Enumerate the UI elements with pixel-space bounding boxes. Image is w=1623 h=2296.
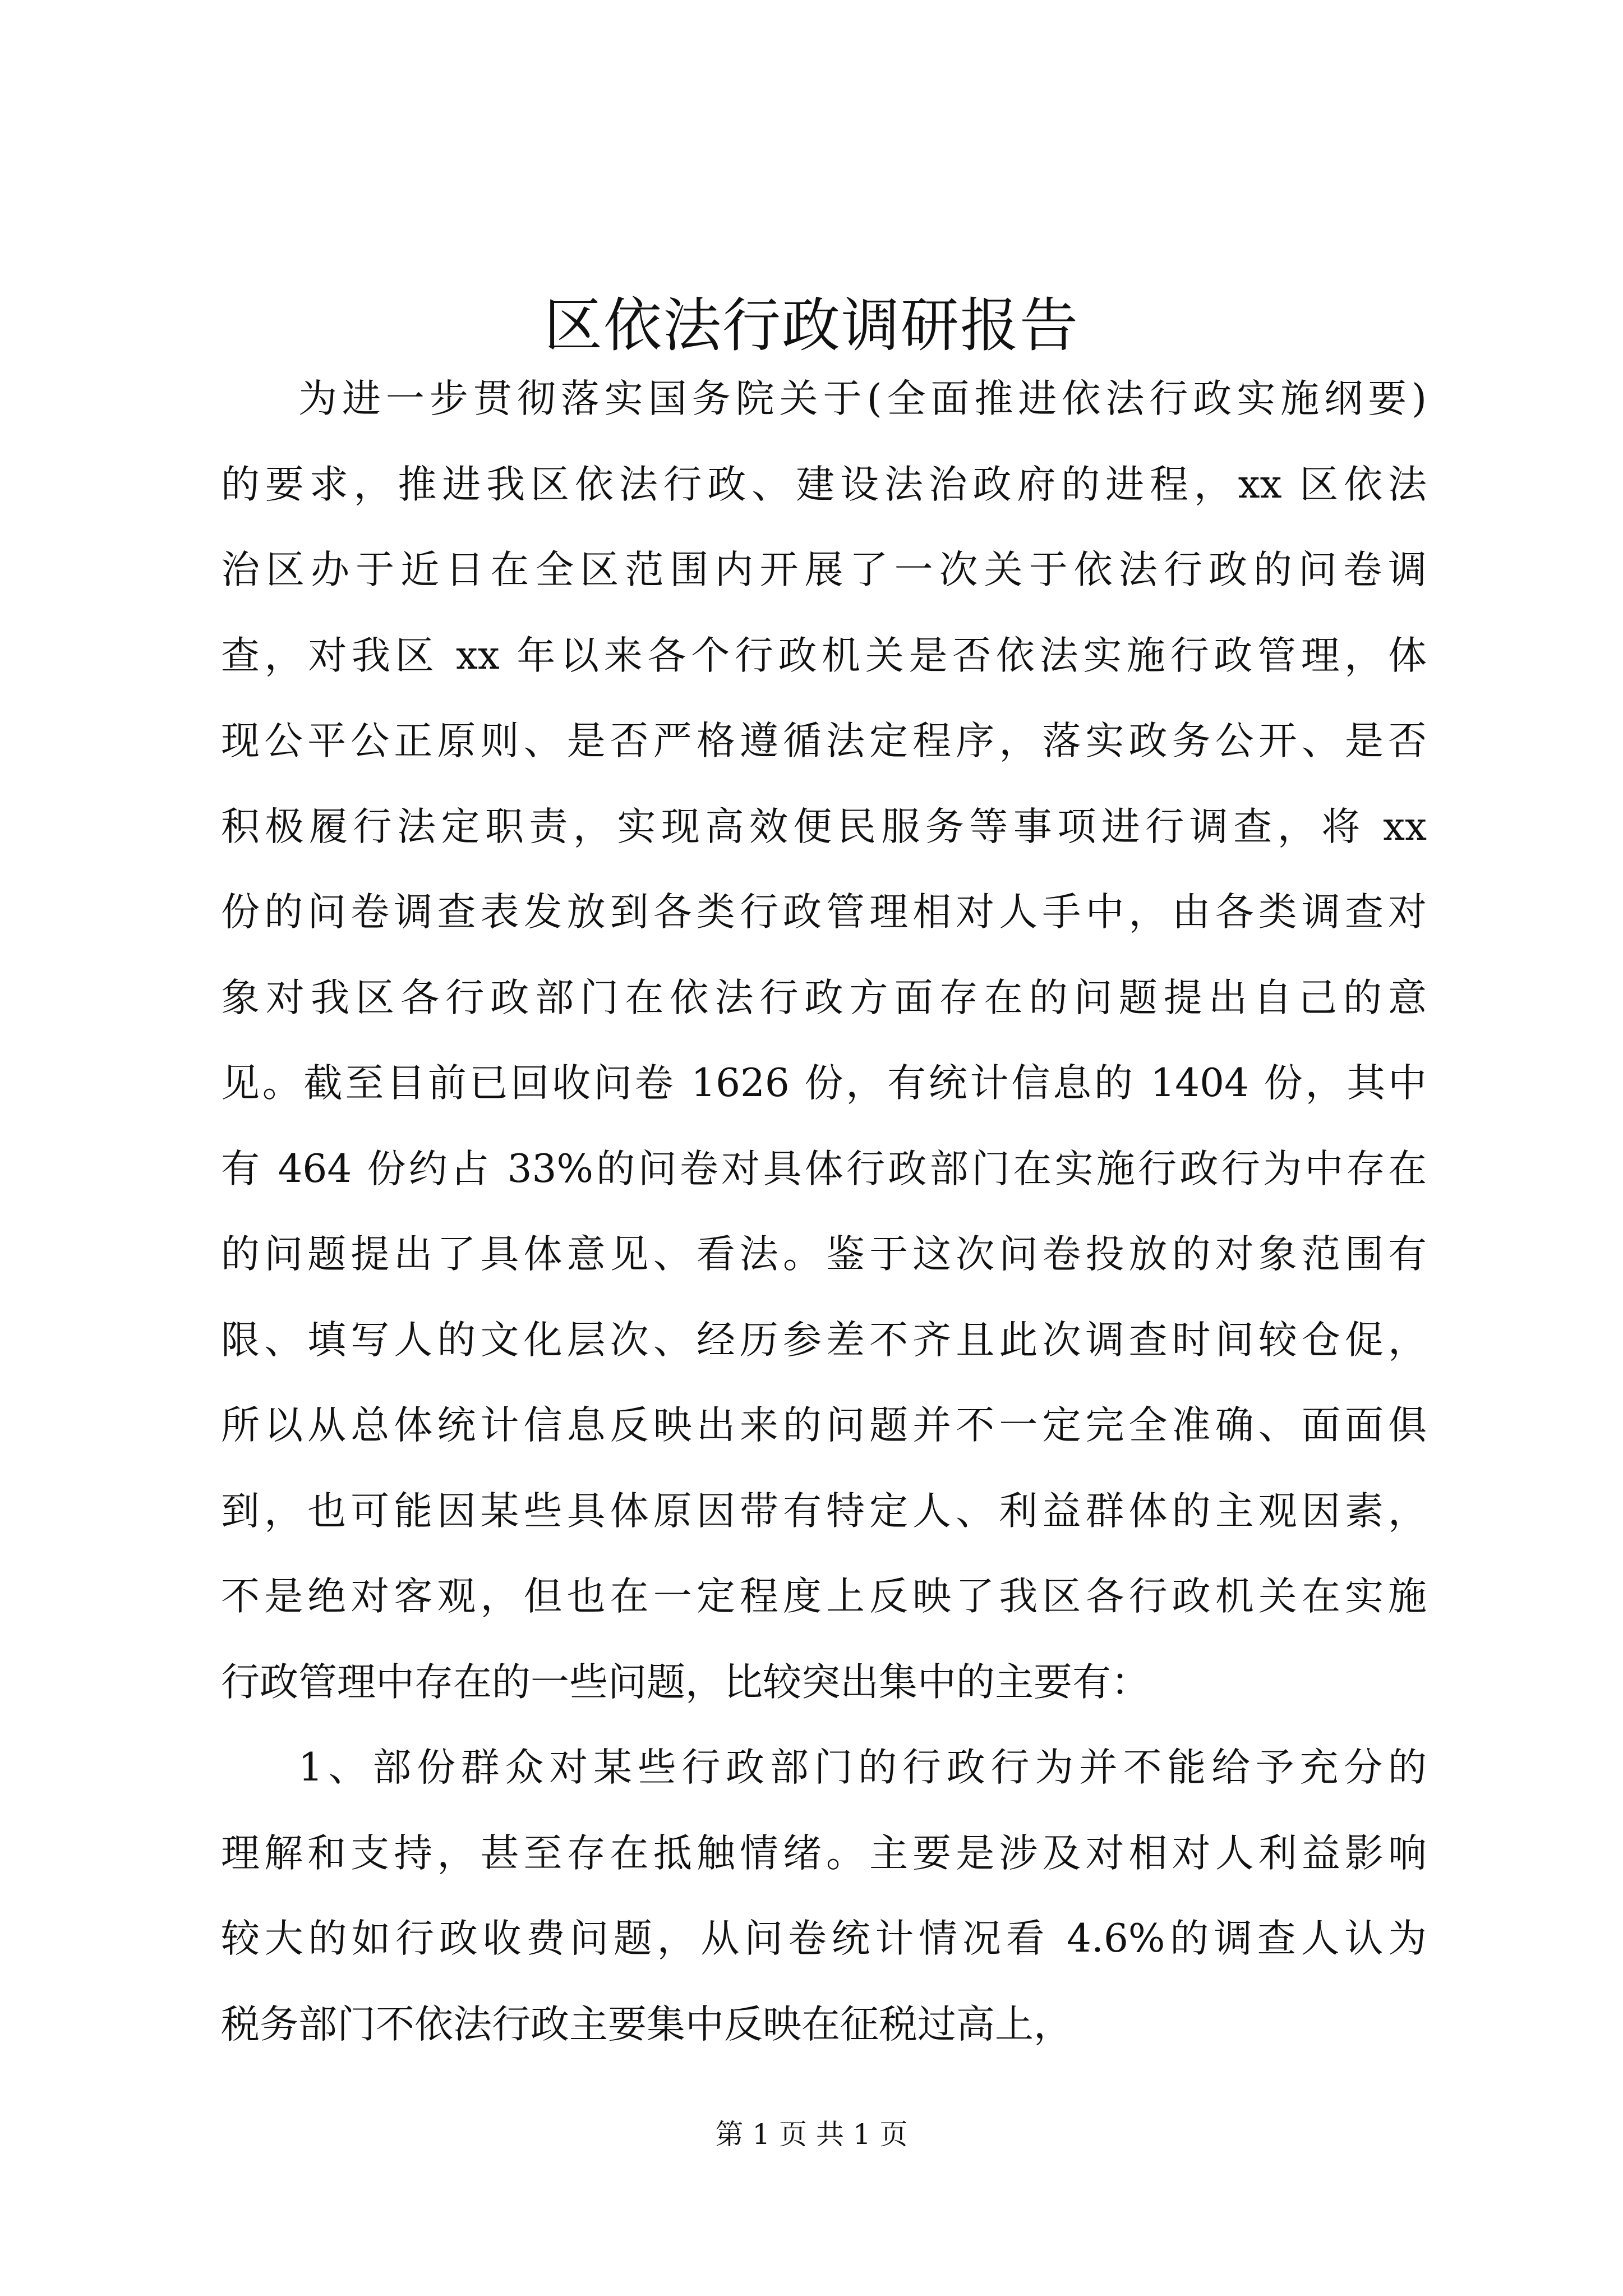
text-line: 积极履行法定职责，实现高效便民服务等事项进行调查，将 xx — [221, 804, 1427, 849]
document-body — [221, 356, 1427, 2067]
text-line: 现公平公正原则、是否严格遵循法定程序，落实政务公开、是否 — [221, 719, 1427, 763]
text-line: 为进一步贯彻落实国务院关于(全面推进依法行政实施纲要) — [298, 376, 1427, 421]
text-line: 限、填写人的文化层次、经历参差不齐且此次调查时间较仓促， — [221, 1317, 1427, 1363]
paragraph-item-1 — [221, 1725, 1427, 2067]
text-line: 见。截至目前已回收问卷 1626 份，有统计信息的 1404 份，其中 — [221, 1061, 1427, 1106]
page-footer: 第 1 页 共 1 页 — [715, 2118, 908, 2151]
text-line: 理解和支持，甚至存在抵触情绪。主要是涉及对相对人利益影响 — [221, 1830, 1427, 1876]
text-line: 行政管理中存在的一些问题，比较突出集中的主要有： — [221, 1659, 1150, 1705]
text-line: 象对我区各行政部门在依法行政方面存在的问题提出自己的意 — [221, 975, 1427, 1020]
text-line: 的问题提出了具体意见、看法。鉴于这次问卷投放的对象范围有 — [221, 1232, 1427, 1277]
document-title: 区依法行政调研报告 — [543, 291, 1079, 360]
text-line: 税务部门不依法行政主要集中反映在征税过高上， — [221, 2001, 1072, 2047]
text-line: 较大的如行政收费问题，从问卷统计情况看 4.6%的调查人认为 — [221, 1916, 1427, 1961]
text-line: 不是绝对客观，但也在一定程度上反映了我区各行政机关在实施 — [221, 1574, 1427, 1619]
text-line: 所以从总体统计信息反映出来的问题并不一定完全准确、面面俱 — [221, 1403, 1427, 1448]
text-line: 有 464 份约占 33%的问卷对具体行政部门在实施行政行为中存在 — [221, 1146, 1427, 1191]
paragraph-intro — [221, 356, 1427, 1725]
text-line: 治区办于近日在全区范围内开展了一次关于依法行政的问卷调 — [221, 547, 1427, 592]
text-line: 查，对我区 xx 年以来各个行政机关是否依法实施行政管理，体 — [221, 633, 1427, 678]
text-line: 份的问卷调查表发放到各类行政管理相对人手中，由各类调查对 — [221, 890, 1427, 935]
text-line: 到，也可能因某些具体原因带有特定人、利益群体的主观因素， — [221, 1488, 1427, 1534]
text-line: 1、部份群众对某些行政部门的行政行为并不能给予充分的 — [298, 1745, 1427, 1790]
text-line: 的要求，推进我区依法行政、建设法治政府的进程，xx 区依法 — [221, 462, 1427, 507]
